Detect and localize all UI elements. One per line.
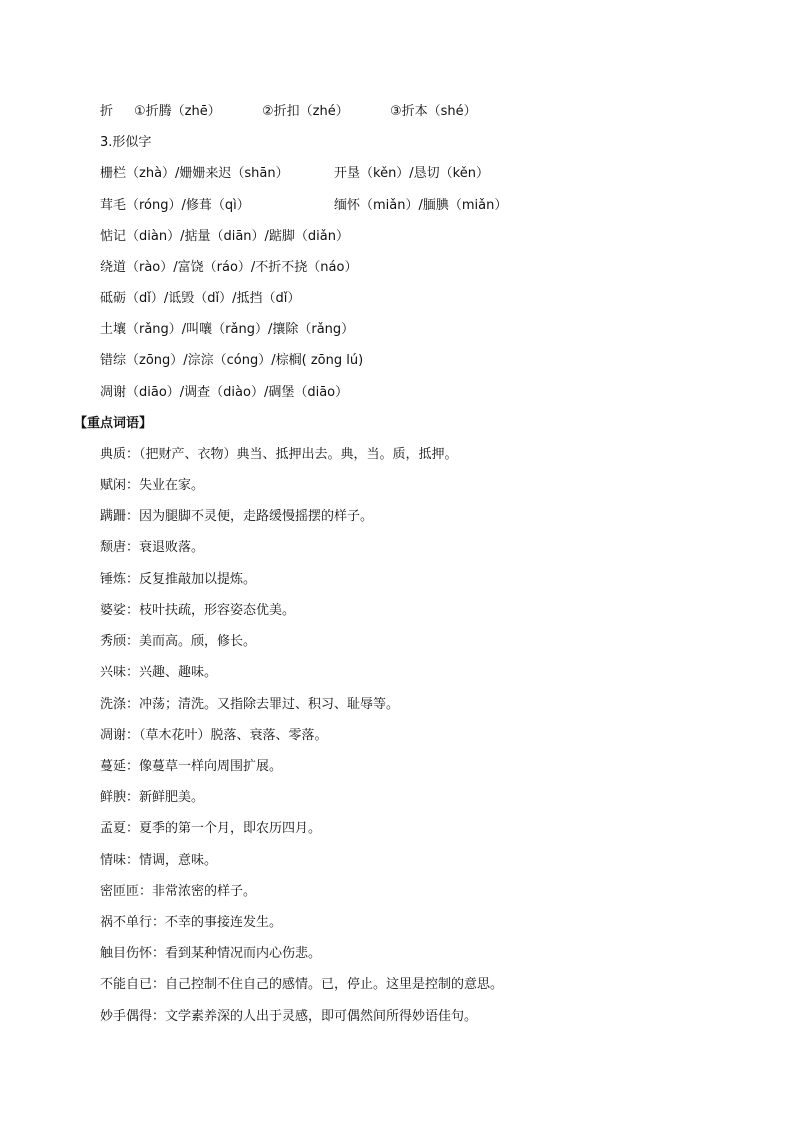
key-word-entry: 情味：情调，意味。 xyxy=(100,853,218,868)
key-word-entry: 妙手偶得：文学素养深的人出于灵感，即可偶然间所得妙语佳句。 xyxy=(100,1009,478,1024)
polyphone-item-2: ②折扣（zhé） xyxy=(262,104,349,119)
similar-char-item: 凋谢（diāo）/调查（diào）/碉堡（diāo） xyxy=(100,385,349,400)
key-word-entry: 触目伤怀：看到某种情况而内心伤悲。 xyxy=(100,946,322,961)
key-word-entry: 颓唐：衰退败落。 xyxy=(100,540,205,555)
key-word-entry: 祸不单行：不幸的事接连发生。 xyxy=(100,915,283,930)
similar-char-item: 缅怀（miǎn）/腼腆（miǎn） xyxy=(334,198,508,213)
key-word-entry: 蹒跚：因为腿脚不灵便，走路缓慢摇摆的样子。 xyxy=(100,509,374,524)
key-word-entry: 洗涤：冲荡；清洗。又指除去罪过、积习、耻辱等。 xyxy=(100,697,400,712)
key-word-entry: 赋闲：失业在家。 xyxy=(100,478,205,493)
key-word-entry: 密匝匝：非常浓密的样子。 xyxy=(100,884,257,899)
key-word-entry: 锤炼：反复推敲加以提炼。 xyxy=(100,572,257,587)
key-word-entry: 凋谢：（草木花叶）脱落、衰落、零落。 xyxy=(100,728,328,743)
key-word-entry: 蔓延：像蔓草一样向周围扩展。 xyxy=(100,759,283,774)
key-word-entry: 鲜腴：新鲜肥美。 xyxy=(100,790,205,805)
similar-char-item: 栅栏（zhà）/姗姗来迟（shān） xyxy=(100,166,289,181)
polyphone-char: 折 xyxy=(100,104,114,119)
key-words-heading: 【重点词语】 xyxy=(74,416,153,431)
key-word-entry: 孟夏：夏季的第一个月，即农历四月。 xyxy=(100,821,322,836)
polyphone-item-3: ③折本（shé） xyxy=(390,104,477,119)
key-word-entry: 典质：（把财产、衣物）典当、抵押出去。典，当。质，抵押。 xyxy=(100,447,458,462)
key-word-entry: 秀颀：美而高。颀，修长。 xyxy=(100,634,257,649)
similar-char-item: 砥砺（dǐ）/诋毁（dǐ）/抵挡（dǐ） xyxy=(100,291,301,306)
key-word-entry: 婆娑：枝叶扶疏，形容姿态优美。 xyxy=(100,603,296,618)
section-title-similar-chars: 3.形似字 xyxy=(100,135,152,150)
similar-char-item: 错综（zōng）/淙淙（cóng）/棕榈( zōng lú) xyxy=(100,353,364,368)
similar-char-item: 绕道（rào）/富饶（ráo）/不折不挠（náo） xyxy=(100,260,358,275)
similar-char-item: 茸毛（róng）/修葺（qì） xyxy=(100,198,250,213)
key-word-entry: 兴味：兴趣、趣味。 xyxy=(100,665,218,680)
polyphone-item-1: ①折腾（zhē） xyxy=(134,104,221,119)
key-word-entry: 不能自已：自己控制不住自己的感情。已，停止。这里是控制的意思。 xyxy=(100,977,504,992)
similar-char-item: 土壤（rǎng）/叫嚷（rǎng）/攘除（rǎng） xyxy=(100,322,355,337)
similar-char-item: 开垦（kěn）/恳切（kěn） xyxy=(334,166,489,181)
similar-char-item: 惦记（diàn）/掂量（diān）/踮脚（diǎn） xyxy=(100,229,349,244)
